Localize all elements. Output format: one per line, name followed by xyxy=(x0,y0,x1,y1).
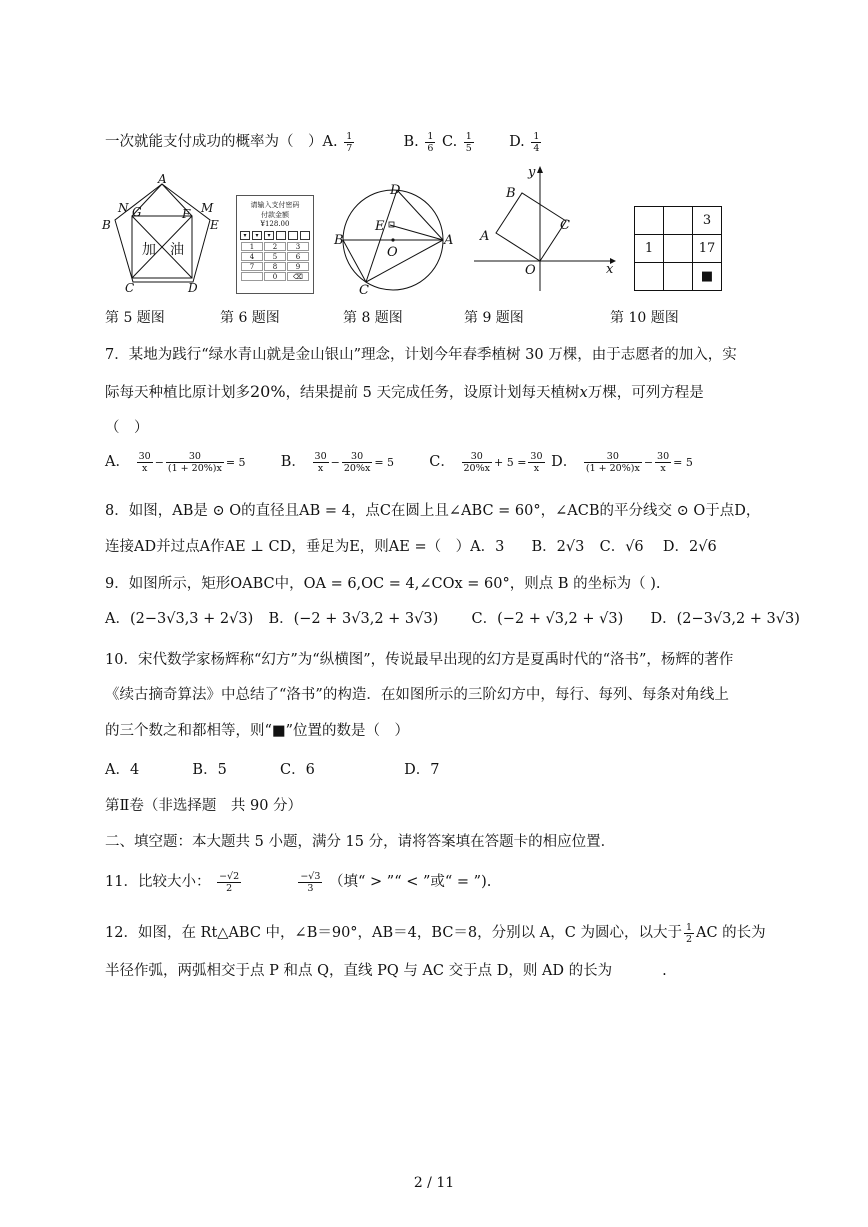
fig6-caption: 第 6 题图 xyxy=(220,310,280,326)
q11-line: 11．比较大小： $\frac{-√2}{2}$ $\frac{-√3}{3}$ （填“ > ”“ < ”或“ = ”). xyxy=(105,870,492,894)
magic-square-cell xyxy=(635,207,664,235)
fig8-label-b: B xyxy=(334,233,344,248)
fig6-pin-boxes: ▾ ▾ ▾ xyxy=(240,231,310,240)
magic-square-cell xyxy=(664,235,693,263)
fig6-amount: ¥128.00 xyxy=(260,220,290,228)
fig6-key-blank xyxy=(241,272,263,281)
figure-6-payment-keypad xyxy=(236,195,314,294)
fig6-key-delete-icon: ⌫ xyxy=(287,272,309,281)
q8-option-c: C．√6 xyxy=(599,539,644,555)
fig6-key: 8 xyxy=(264,262,286,271)
q7-options xyxy=(105,450,693,474)
q10-options xyxy=(105,758,439,779)
magic-square-cell xyxy=(664,263,693,291)
fig6-key: 1 xyxy=(241,242,263,251)
q6-option-b-label: B. xyxy=(403,134,419,150)
page-number: 2 / 11 xyxy=(413,1175,455,1191)
magic-square-cell: 1 xyxy=(635,235,664,263)
magic-square-cell: 17 xyxy=(693,235,722,263)
fig9-label-b: B xyxy=(506,186,516,201)
figure-5-pentagon xyxy=(98,172,223,300)
q7-option-c: C． $\frac{30}{20\%x}$ + 5 = $\frac{30}{x}$ xyxy=(429,450,543,474)
q9-line-1: 9．如图所示，矩形OABC中，OA = 6,OC = 4,∠COx = 60°，则点 B 的坐标为（ ). xyxy=(105,576,661,592)
fig9-label-y: y xyxy=(528,165,536,180)
q6-stem: 一次就能支付成功的概率为（ ）A. xyxy=(105,134,338,150)
figure-8-circle xyxy=(330,178,455,296)
q10-option-b: B．5 xyxy=(192,762,227,778)
magic-square-cell xyxy=(635,263,664,291)
fig8-label-o: O xyxy=(387,245,398,260)
q7-option-b: B． $\frac{30}{x}$ − $\frac{30}{20\%x}$ = 5 xyxy=(280,450,395,474)
fig6-subtitle: 付款金额 xyxy=(261,211,289,219)
magic-square-cell xyxy=(664,207,693,235)
q9-option-c: C．(−2 + √3,2 + √3) xyxy=(471,611,624,627)
q12-line-1: 12．如图，在 Rt△ABC 中，∠B＝90°，AB＝4，BC＝8，分别以 A，C 为圆心，以大于 $\frac{1}{2}$ AC 的长为 xyxy=(105,921,766,945)
fig6-key: 0 xyxy=(264,272,286,281)
q6-option-c-label: C. xyxy=(442,134,458,150)
fig5-label-e: E xyxy=(210,218,219,232)
fig6-key: 6 xyxy=(287,252,309,261)
q11-fraction-2: $\frac{-√3}{3}$ xyxy=(300,870,321,894)
q10-line-1: 10．宋代数学家杨辉称“幻方”为“纵横图”，传说最早出现的幻方是夏禹时代的“洛书”，杨辉的著作 xyxy=(105,652,734,668)
q7-line-3: （ ） xyxy=(105,420,149,436)
q10-option-c: C．6 xyxy=(280,762,315,778)
fig5-label-b: B xyxy=(102,218,111,232)
magic-square-cell: 3 xyxy=(693,207,722,235)
q6-option-d-fraction: $\frac{1}{4}$ xyxy=(533,130,540,154)
q7-option-d: D． $\frac{30}{(1 + 20\%)x}$ − $\frac{30}{x}$ = 5 xyxy=(551,450,693,474)
q9-options xyxy=(105,607,800,628)
fig5-label-f: F xyxy=(182,207,191,221)
fig6-title: 请输入支付密码 xyxy=(250,201,300,209)
fig10-caption: 第 10 题图 xyxy=(610,310,679,326)
q8-line-1: 8．如图，AB是 ⊙ O的直径且AB = 4，点C在圆上且∠ABC = 60°，∠ACB的平分线交 ⊙ O于点D， xyxy=(105,503,761,519)
figure-9-coordinate-rectangle xyxy=(470,163,630,295)
fig8-label-a: A xyxy=(444,233,454,248)
q9-option-b: B．(−2 + 3√3,2 + 3√3) xyxy=(268,611,439,627)
q6-option-a-fraction: $\frac{1}{7}$ xyxy=(346,130,353,154)
q10-option-d: D．7 xyxy=(404,762,440,778)
q9-option-d: D．(2−3√3,2 + 3√3) xyxy=(650,611,800,627)
q10-line-3: 的三个数之和都相等，则“■”位置的数是（ ） xyxy=(105,723,410,739)
q12-half-fraction: $\frac{1}{2}$ xyxy=(685,921,692,945)
fig6-keypad-grid xyxy=(241,242,313,281)
fig5-label-m: M xyxy=(201,201,214,215)
magic-square-unknown-cell: ■ xyxy=(693,263,722,291)
q12-line-2: 半径作弧，两弧相交于点 P 和点 Q，直线 PQ 与 AC 交于点 D，则 AD 的长为 . xyxy=(105,963,667,979)
fig6-key: 3 xyxy=(287,242,309,251)
fig9-label-x: x xyxy=(606,262,614,277)
fill-in-section-intro: 二、填空题：本大题共 5 小题，满分 15 分，请将答案填在答题卡的相应位置． xyxy=(105,834,616,850)
q10-line-2: 《续古摘奇算法》中总结了“洛书”的构造．在如图所示的三阶幻方中，每行、每列、每条对角线上 xyxy=(105,687,729,703)
figure-10-magic-square xyxy=(634,206,722,291)
q6-line xyxy=(105,130,543,154)
fig6-key: 9 xyxy=(287,262,309,271)
fig8-label-e: E xyxy=(375,219,385,234)
fig8-label-d: D xyxy=(390,183,401,198)
fig9-label-o: O xyxy=(525,263,536,278)
q7-option-a: A． $\frac{30}{x}$ − $\frac{30}{(1 + 20\%)x}$ = 5 xyxy=(105,450,246,474)
fig5-caption: 第 5 题图 xyxy=(105,310,165,326)
fig5-label-g: G xyxy=(132,205,142,219)
fig5-label-d: D xyxy=(188,281,198,295)
fig5-text-you: 油 xyxy=(170,242,184,258)
fig6-key: 2 xyxy=(264,242,286,251)
fig9-label-c: C xyxy=(560,218,570,233)
q8-option-d: D．2√6 xyxy=(662,539,717,555)
q6-option-b-fraction: $\frac{1}{6}$ xyxy=(427,130,434,154)
fig9-caption: 第 9 题图 xyxy=(464,310,524,326)
q11-fraction-1: $\frac{-√2}{2}$ xyxy=(219,870,240,894)
fig9-label-a: A xyxy=(480,229,490,244)
q7-line-1: 7．某地为践行“绿水青山就是金山银山”理念，计划今年春季植树 30 万棵，由于志愿者的加入，实 xyxy=(105,347,737,363)
part-2-heading: 第Ⅱ卷（非选择题 共 90 分） xyxy=(105,798,303,814)
fig6-key: 4 xyxy=(241,252,263,261)
q8-option-b: B．2√3 xyxy=(531,539,585,555)
fig5-label-c: C xyxy=(125,281,135,295)
q9-option-a: A．(2−3√3,3 + 2√3) xyxy=(105,611,254,627)
fig5-text-jia: 加 xyxy=(142,242,156,258)
fig8-label-c: C xyxy=(359,283,369,296)
fig8-caption: 第 8 题图 xyxy=(343,310,403,326)
fig6-key: 5 xyxy=(264,252,286,261)
q6-option-c-fraction: $\frac{1}{5}$ xyxy=(465,130,472,154)
fig6-key: 7 xyxy=(241,262,263,271)
fig5-label-a: A xyxy=(158,172,167,186)
q6-option-d-label: D. xyxy=(509,134,525,150)
q8-line-2: 连接AD并过点A作AE ⊥ CD，垂足为E，则AE =（ ）A．3 B．2√3 C．√6 D．2√6 xyxy=(105,539,717,555)
q7-line-2: 际每天种植比原计划多20%，结果提前 5 天完成任务，设原计划每天植树x万棵，可列方程是 xyxy=(105,382,704,401)
q10-option-a: A．4 xyxy=(105,762,140,778)
fig5-label-n: N xyxy=(118,201,129,215)
